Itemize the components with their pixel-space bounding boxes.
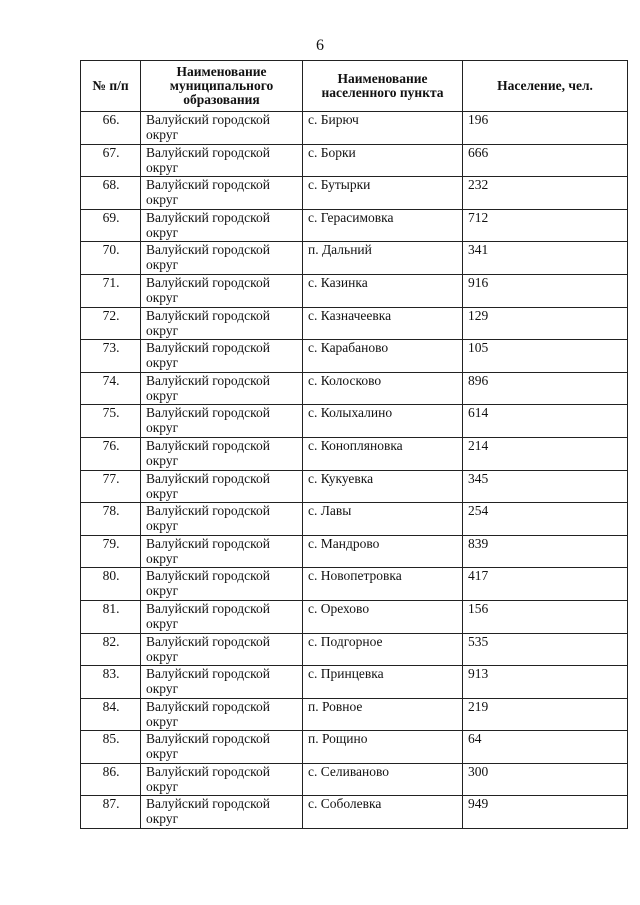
cell-municipality: Валуйский городской округ <box>141 112 303 145</box>
cell-municipality: Валуйский городской округ <box>141 633 303 666</box>
cell-population: 156 <box>463 600 628 633</box>
cell-settlement: с. Кукуевка <box>303 470 463 503</box>
cell-settlement: с. Принцевка <box>303 666 463 699</box>
cell-number: 77. <box>81 470 141 503</box>
header-municipality: Наименование муниципального образования <box>141 61 303 112</box>
cell-settlement: с. Колосково <box>303 372 463 405</box>
cell-number: 85. <box>81 731 141 764</box>
cell-number: 76. <box>81 437 141 470</box>
cell-number: 70. <box>81 242 141 275</box>
cell-number: 67. <box>81 144 141 177</box>
table-row <box>81 340 628 373</box>
cell-number: 66. <box>81 112 141 145</box>
cell-number: 73. <box>81 340 141 373</box>
cell-municipality: Валуйский городской округ <box>141 144 303 177</box>
table-body <box>81 112 628 829</box>
cell-population: 64 <box>463 731 628 764</box>
cell-number: 72. <box>81 307 141 340</box>
cell-municipality: Валуйский городской округ <box>141 470 303 503</box>
cell-population: 839 <box>463 535 628 568</box>
page-number: 6 <box>316 37 324 54</box>
table-row <box>81 405 628 438</box>
cell-population: 417 <box>463 568 628 601</box>
cell-settlement: с. Казначеевка <box>303 307 463 340</box>
table-row <box>81 437 628 470</box>
table-row <box>81 568 628 601</box>
table-row <box>81 112 628 145</box>
cell-number: 82. <box>81 633 141 666</box>
table-row <box>81 307 628 340</box>
header-population: Население, чел. <box>463 61 628 112</box>
table-row <box>81 633 628 666</box>
cell-municipality: Валуйский городской округ <box>141 666 303 699</box>
cell-municipality: Валуйский городской округ <box>141 372 303 405</box>
table-row <box>81 209 628 242</box>
cell-population: 916 <box>463 274 628 307</box>
cell-population: 712 <box>463 209 628 242</box>
cell-municipality: Валуйский городской округ <box>141 796 303 829</box>
cell-settlement: с. Карабаново <box>303 340 463 373</box>
cell-number: 68. <box>81 177 141 210</box>
cell-number: 74. <box>81 372 141 405</box>
cell-population: 913 <box>463 666 628 699</box>
cell-municipality: Валуйский городской округ <box>141 600 303 633</box>
cell-population: 254 <box>463 503 628 536</box>
header-number: № п/п <box>81 61 141 112</box>
table-row <box>81 535 628 568</box>
table-row <box>81 372 628 405</box>
cell-number: 71. <box>81 274 141 307</box>
table-row <box>81 796 628 829</box>
cell-municipality: Валуйский городской округ <box>141 405 303 438</box>
cell-population: 535 <box>463 633 628 666</box>
cell-population: 214 <box>463 437 628 470</box>
cell-number: 87. <box>81 796 141 829</box>
cell-municipality: Валуйский городской округ <box>141 568 303 601</box>
cell-municipality: Валуйский городской округ <box>141 274 303 307</box>
table-row <box>81 242 628 275</box>
cell-municipality: Валуйский городской округ <box>141 503 303 536</box>
cell-number: 81. <box>81 600 141 633</box>
cell-settlement: с. Борки <box>303 144 463 177</box>
cell-municipality: Валуйский городской округ <box>141 437 303 470</box>
cell-settlement: с. Лавы <box>303 503 463 536</box>
cell-settlement: с. Орехово <box>303 600 463 633</box>
cell-settlement: с. Бутырки <box>303 177 463 210</box>
cell-population: 129 <box>463 307 628 340</box>
cell-municipality: Валуйский городской округ <box>141 242 303 275</box>
cell-municipality: Валуйский городской округ <box>141 209 303 242</box>
table-row <box>81 503 628 536</box>
table-row <box>81 144 628 177</box>
cell-municipality: Валуйский городской округ <box>141 535 303 568</box>
table-row <box>81 698 628 731</box>
cell-settlement: п. Рощино <box>303 731 463 764</box>
cell-municipality: Валуйский городской округ <box>141 698 303 731</box>
cell-population: 949 <box>463 796 628 829</box>
cell-number: 78. <box>81 503 141 536</box>
header-row <box>81 61 628 112</box>
table-row <box>81 177 628 210</box>
cell-municipality: Валуйский городской округ <box>141 307 303 340</box>
cell-population: 896 <box>463 372 628 405</box>
table-row <box>81 763 628 796</box>
header-settlement: Наименование населенного пункта <box>303 61 463 112</box>
cell-settlement: с. Новопетровка <box>303 568 463 601</box>
cell-settlement: с. Бирюч <box>303 112 463 145</box>
cell-population: 666 <box>463 144 628 177</box>
cell-settlement: с. Мандрово <box>303 535 463 568</box>
cell-settlement: п. Дальний <box>303 242 463 275</box>
cell-settlement: п. Ровное <box>303 698 463 731</box>
cell-population: 219 <box>463 698 628 731</box>
table-row <box>81 470 628 503</box>
cell-settlement: с. Конопляновка <box>303 437 463 470</box>
cell-settlement: с. Герасимовка <box>303 209 463 242</box>
table-row <box>81 731 628 764</box>
cell-number: 69. <box>81 209 141 242</box>
cell-number: 75. <box>81 405 141 438</box>
cell-number: 83. <box>81 666 141 699</box>
cell-number: 80. <box>81 568 141 601</box>
cell-municipality: Валуйский городской округ <box>141 177 303 210</box>
cell-municipality: Валуйский городской округ <box>141 763 303 796</box>
cell-population: 345 <box>463 470 628 503</box>
table-row <box>81 600 628 633</box>
table-header <box>81 61 628 112</box>
cell-population: 300 <box>463 763 628 796</box>
cell-settlement: с. Колыхалино <box>303 405 463 438</box>
population-table <box>80 60 628 829</box>
cell-settlement: с. Селиваново <box>303 763 463 796</box>
cell-population: 105 <box>463 340 628 373</box>
cell-population: 196 <box>463 112 628 145</box>
cell-number: 84. <box>81 698 141 731</box>
table-row <box>81 666 628 699</box>
table-row <box>81 274 628 307</box>
cell-population: 614 <box>463 405 628 438</box>
cell-settlement: с. Соболевка <box>303 796 463 829</box>
cell-settlement: с. Казинка <box>303 274 463 307</box>
cell-settlement: с. Подгорное <box>303 633 463 666</box>
cell-number: 79. <box>81 535 141 568</box>
cell-population: 232 <box>463 177 628 210</box>
cell-number: 86. <box>81 763 141 796</box>
cell-population: 341 <box>463 242 628 275</box>
cell-municipality: Валуйский городской округ <box>141 731 303 764</box>
cell-municipality: Валуйский городской округ <box>141 340 303 373</box>
